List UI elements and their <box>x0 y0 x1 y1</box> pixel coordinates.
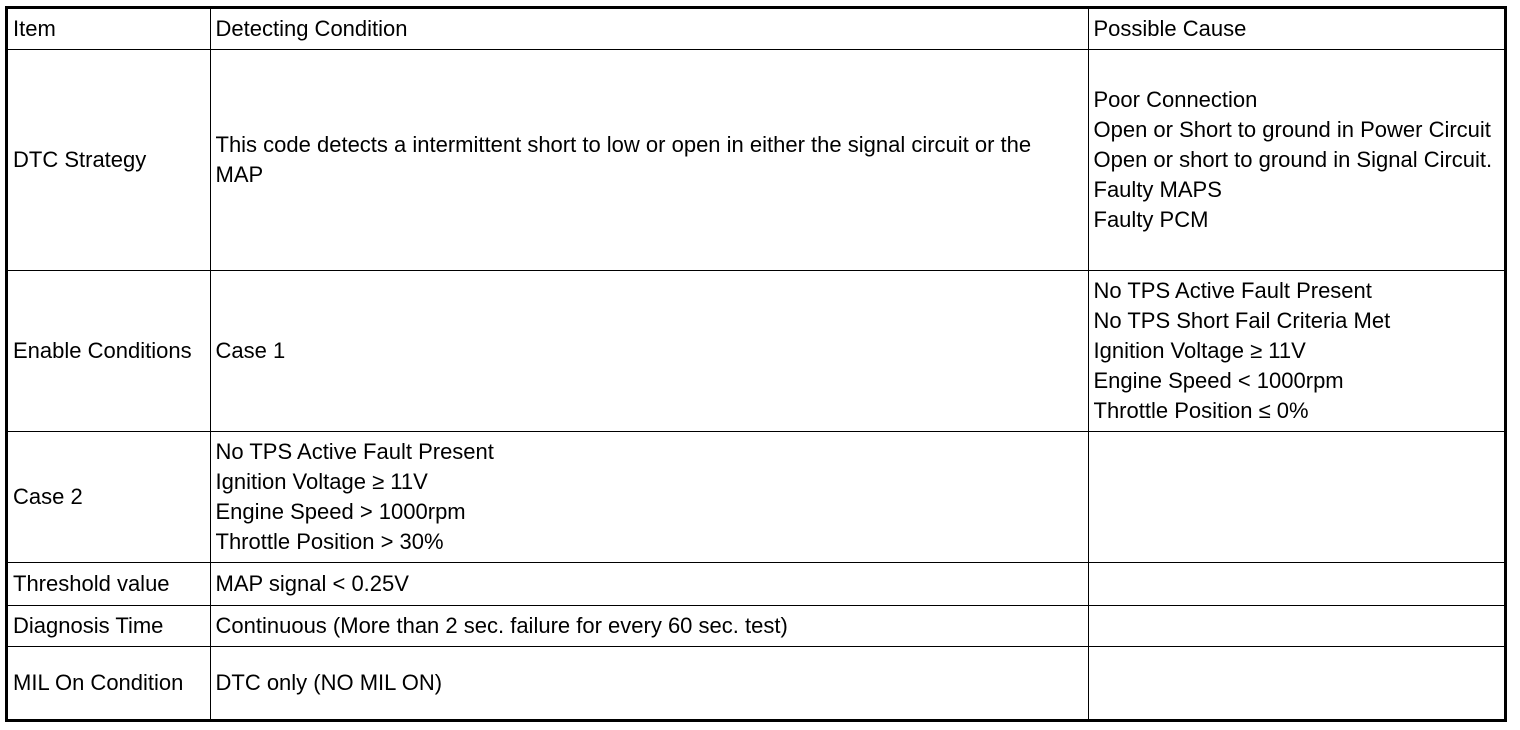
item-cell: Threshold value <box>8 563 210 606</box>
cause-cell <box>1088 271 1504 432</box>
table-row-enable-conditions <box>8 271 1504 432</box>
table-row-mil-on-condition <box>8 647 1504 720</box>
item-cell: Enable Conditions <box>8 271 210 432</box>
cause-cell <box>1088 432 1504 563</box>
table-row-threshold-value <box>8 563 1504 606</box>
cause-line: Poor Connection <box>1093 87 1258 112</box>
detecting-cell: Continuous (More than 2 sec. failure for every 60 sec. test) <box>210 606 1088 647</box>
diagnostic-table <box>8 9 1504 719</box>
table-row-case-2 <box>8 432 1504 563</box>
detecting-cell: MAP signal < 0.25V <box>210 563 1088 606</box>
cause-line: No TPS Short Fail Criteria Met <box>1093 308 1391 333</box>
cause-line: Ignition Voltage ≥ 11V <box>1093 338 1306 363</box>
cause-line: No TPS Active Fault Present <box>1093 278 1372 303</box>
header-detecting-condition: Detecting Condition <box>210 9 1088 50</box>
detecting-cell: DTC only (NO MIL ON) <box>210 647 1088 720</box>
cause-cell <box>1088 50 1504 271</box>
detecting-cell <box>210 432 1088 563</box>
item-cell: MIL On Condition <box>8 647 210 720</box>
table-row-dtc-strategy <box>8 50 1504 271</box>
item-cell: DTC Strategy <box>8 50 210 271</box>
cause-line: Faulty MAPS <box>1093 177 1222 202</box>
cause-cell <box>1088 606 1504 647</box>
item-cell: Diagnosis Time <box>8 606 210 647</box>
condition-line: Ignition Voltage ≥ 11V <box>215 469 428 494</box>
cause-line: Open or short to ground in Signal Circuit. <box>1093 147 1493 172</box>
condition-line: No TPS Active Fault Present <box>215 439 494 464</box>
header-row <box>8 9 1504 50</box>
condition-line: Engine Speed > 1000rpm <box>215 499 466 524</box>
detecting-cell: Case 1 <box>210 271 1088 432</box>
cause-cell <box>1088 563 1504 606</box>
item-cell: Case 2 <box>8 432 210 563</box>
cause-cell <box>1088 647 1504 720</box>
diagnostic-table-frame <box>5 6 1507 722</box>
header-possible-cause: Possible Cause <box>1088 9 1504 50</box>
cause-line: Open or Short to ground in Power Circuit <box>1093 117 1491 142</box>
cause-line: Throttle Position ≤ 0% <box>1093 398 1309 423</box>
cause-line: Faulty PCM <box>1093 207 1209 232</box>
header-item: Item <box>8 9 210 50</box>
detecting-cell: This code detects a intermittent short to low or open in either the signal circuit or the MAP <box>210 50 1088 271</box>
table-row-diagnosis-time <box>8 606 1504 647</box>
condition-line: Throttle Position > 30% <box>215 529 444 554</box>
cause-line: Engine Speed < 1000rpm <box>1093 368 1344 393</box>
